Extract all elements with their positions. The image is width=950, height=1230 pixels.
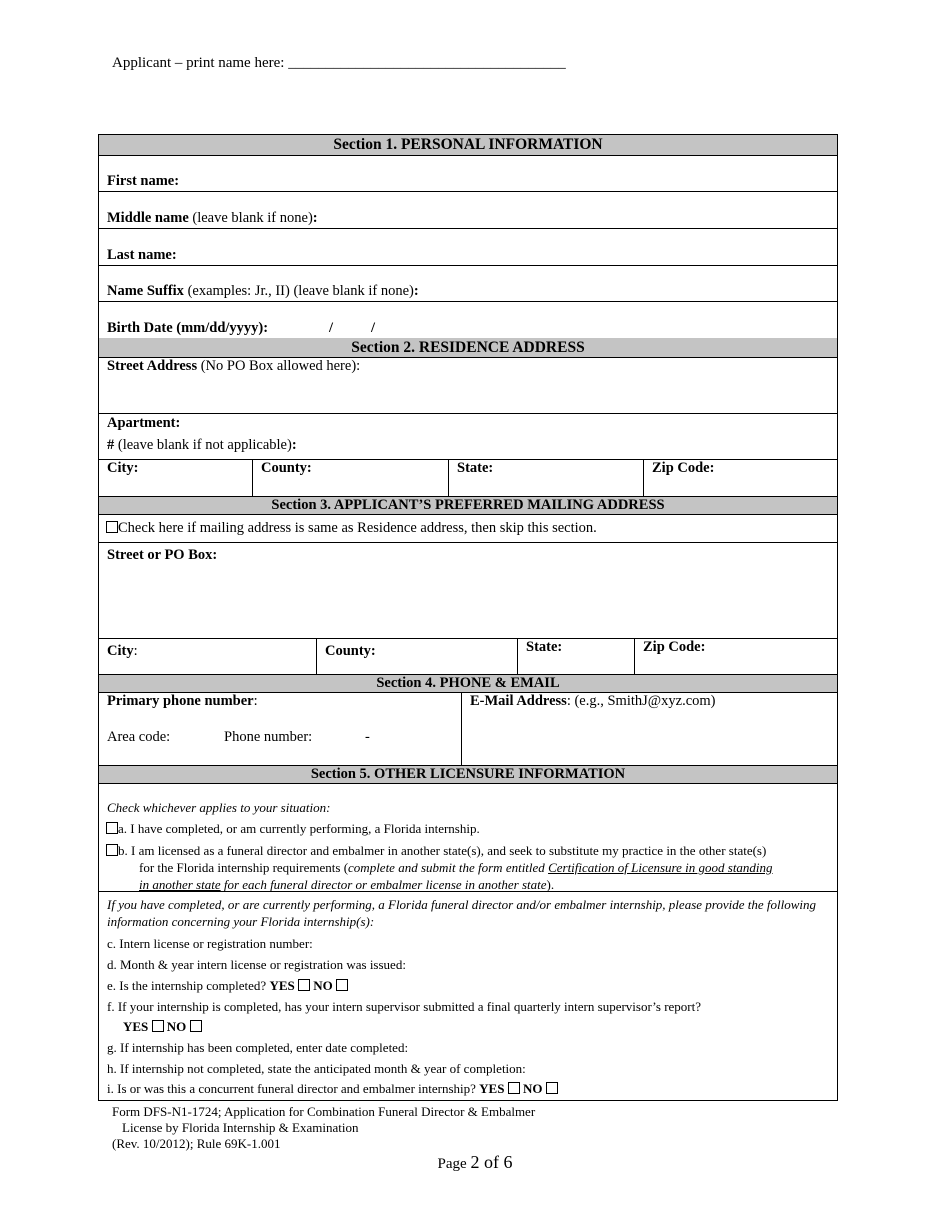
question-e: e. Is the internship completed?: [107, 978, 267, 993]
applicant-name-blank[interactable]: _____________________________________: [288, 55, 566, 71]
mailing-street-label: Street or PO Box:: [107, 547, 218, 563]
apartment-colon: :: [291, 437, 297, 453]
email-field[interactable]: [462, 693, 837, 765]
option-b-checkbox[interactable]: [106, 844, 118, 856]
apartment-field[interactable]: [99, 414, 837, 460]
question-f-yes-checkbox[interactable]: [152, 1020, 164, 1032]
question-f: f. If your internship is completed, has your intern supervisor submitted a final quarterly intern supervisor’s report?: [107, 999, 702, 1014]
option-b-line1: b. I am licensed as a funeral director and embalmer in another state(s), and seek to substitute my practice in the other state(s): [118, 843, 767, 858]
question-f-row: [107, 999, 832, 1035]
residence-city-label: City:: [107, 460, 139, 476]
residence-county-label: County:: [261, 460, 312, 476]
question-e-yes-label: YES: [269, 978, 295, 993]
question-e-no-checkbox[interactable]: [336, 979, 348, 991]
middle-name-field[interactable]: [99, 192, 837, 229]
footer-line-3: (Rev. 10/2012); Rule 69K-1.001: [112, 1136, 281, 1151]
option-a-label: a. I have completed, or am currently performing, a Florida internship.: [118, 821, 480, 836]
primary-phone-colon: :: [253, 693, 258, 709]
email-label-bold: E-Mail Address: [470, 693, 567, 709]
residence-street-label-bold: Street Address: [107, 358, 198, 374]
primary-phone-label-bold: Primary phone number: [107, 693, 254, 709]
question-i-yes-checkbox[interactable]: [508, 1082, 520, 1094]
apartment-hash: #: [107, 437, 115, 453]
certification-form-title: Certification of Licensure in good standing: [548, 860, 773, 875]
option-b-row: [106, 842, 831, 893]
option-b-line3: [106, 876, 831, 893]
mailing-city-label-bold: City: [107, 643, 134, 659]
footer-line-1: Form DFS-N1-1724; Application for Combination Funeral Director & Embalmer: [112, 1104, 536, 1119]
question-h[interactable]: h. If internship not completed, state the anticipated month & year of completion:: [107, 1061, 526, 1076]
option-b-line2: [106, 859, 831, 876]
apartment-note: (leave blank if not applicable): [114, 437, 292, 453]
name-suffix-note: (examples: Jr., II) (leave blank if none): [183, 283, 414, 299]
section2-title: Section 2. RESIDENCE ADDRESS: [99, 338, 837, 358]
question-i: i. Is or was this a concurrent funeral director and embalmer internship?: [107, 1081, 476, 1096]
first-name-label: First name:: [107, 173, 180, 189]
residence-city-field[interactable]: [99, 460, 253, 496]
footer-line-2: License by Florida Internship & Examination: [122, 1120, 359, 1135]
birth-date-slash-2: /: [371, 320, 376, 336]
same-as-residence-checkbox[interactable]: [106, 521, 118, 533]
page-number: [0, 1152, 950, 1173]
phone-dash: -: [365, 729, 370, 745]
question-e-yes-checkbox[interactable]: [298, 979, 310, 991]
apartment-label: Apartment:: [107, 415, 181, 431]
licensure-options: [99, 784, 837, 892]
question-e-row: [107, 978, 348, 994]
residence-street-note: (No PO Box allowed here):: [197, 358, 361, 374]
question-c[interactable]: c. Intern license or registration number:: [107, 936, 313, 951]
question-i-row: [107, 1081, 558, 1097]
same-as-residence-label: Check here if mailing address is same as Residence address, then skip this section.: [118, 520, 597, 536]
mailing-state-field[interactable]: [518, 639, 635, 674]
primary-phone-label: [107, 693, 258, 710]
name-suffix-colon: :: [413, 283, 419, 299]
internship-intro: If you have completed, or are currently performing, a Florida funeral director and/or embalmer internship, please provide the following information concerning your Florida internship(s):: [107, 897, 816, 929]
residence-state-label: State:: [457, 460, 494, 476]
name-suffix-label-bold: Name Suffix: [107, 283, 184, 299]
question-f-no-label: NO: [166, 1019, 187, 1034]
birth-date-field[interactable]: [99, 302, 837, 338]
name-suffix-field[interactable]: [99, 266, 837, 302]
last-name-field[interactable]: [99, 229, 837, 266]
middle-name-label-bold: Middle name: [107, 210, 189, 226]
mailing-city-colon: :: [133, 643, 138, 659]
same-as-residence-row: [99, 515, 837, 543]
residence-county-field[interactable]: [253, 460, 449, 496]
section5-title: Section 5. OTHER LICENSURE INFORMATION: [99, 766, 837, 784]
internship-info: [99, 892, 837, 1100]
option-b-line3b: for each funeral director or embalmer license in another state: [220, 877, 547, 892]
mailing-city-field[interactable]: [99, 639, 317, 674]
section4-title: Section 4. PHONE & EMAIL: [99, 675, 837, 693]
page-of: 2 of 6: [470, 1152, 513, 1172]
residence-city-row: [99, 460, 837, 497]
area-code-label: Area code:: [107, 729, 171, 745]
residence-street-label: [107, 358, 360, 375]
residence-street-field[interactable]: [99, 358, 837, 414]
mailing-county-label: County:: [325, 643, 376, 659]
section1-title: Section 1. PERSONAL INFORMATION: [99, 135, 837, 156]
question-i-no-label: NO: [522, 1081, 543, 1096]
phone-number-label: Phone number:: [224, 729, 313, 745]
option-b-line3c: ).: [546, 877, 555, 892]
check-whichever-text: Check whichever applies to your situation:: [107, 800, 331, 815]
applicant-name-label: Applicant – print name here:: [112, 55, 285, 71]
question-d[interactable]: d. Month & year intern license or registration was issued:: [107, 957, 406, 972]
form-footer: [112, 1104, 535, 1152]
question-i-no-checkbox[interactable]: [546, 1082, 558, 1094]
question-f-yes-label: YES: [123, 1019, 149, 1034]
option-b-line2b: complete and submit the form entitled: [348, 860, 549, 875]
email-example: : (e.g., SmithJ@xyz.com): [566, 693, 716, 709]
residence-zip-field[interactable]: [644, 460, 837, 496]
application-form: [98, 134, 838, 1101]
question-i-yes-label: YES: [479, 1081, 505, 1096]
name-suffix-label: [107, 283, 419, 300]
birth-date-label: Birth Date (mm/dd/yyyy):: [107, 320, 269, 336]
email-label: [470, 693, 716, 709]
question-e-no-label: NO: [313, 978, 333, 993]
mailing-city-row: [99, 639, 837, 675]
option-b-line2a: for the Florida internship requirements (: [139, 860, 349, 875]
apartment-number-label: [107, 437, 297, 454]
birth-date-slash-1: /: [329, 320, 334, 336]
mailing-city-label: [107, 643, 138, 659]
page-word: Page: [437, 1156, 471, 1172]
middle-name-note: (leave blank if none): [188, 210, 313, 226]
question-g[interactable]: g. If internship has been completed, enter date completed:: [107, 1040, 409, 1055]
last-name-label: Last name:: [107, 247, 177, 263]
middle-name-label: [107, 210, 318, 227]
first-name-field[interactable]: [99, 156, 837, 192]
residence-zip-label: Zip Code:: [652, 460, 715, 476]
mailing-street-field[interactable]: [99, 543, 837, 639]
mailing-zip-label: Zip Code:: [643, 639, 706, 655]
mailing-state-label: State:: [526, 639, 563, 655]
mailing-zip-field[interactable]: [635, 639, 837, 674]
residence-state-field[interactable]: [449, 460, 644, 496]
option-a-checkbox[interactable]: [106, 822, 118, 834]
section3-title: Section 3. APPLICANT’S PREFERRED MAILING ADDRESS: [99, 497, 837, 515]
question-f-no-checkbox[interactable]: [190, 1020, 202, 1032]
applicant-name-line: [112, 55, 566, 72]
mailing-county-field[interactable]: [317, 639, 518, 674]
certification-form-title-end: in another state: [139, 877, 221, 892]
option-a-row: [106, 821, 480, 837]
middle-name-colon: :: [312, 210, 318, 226]
primary-phone-field[interactable]: [99, 693, 462, 765]
phone-email-row: [99, 693, 837, 766]
